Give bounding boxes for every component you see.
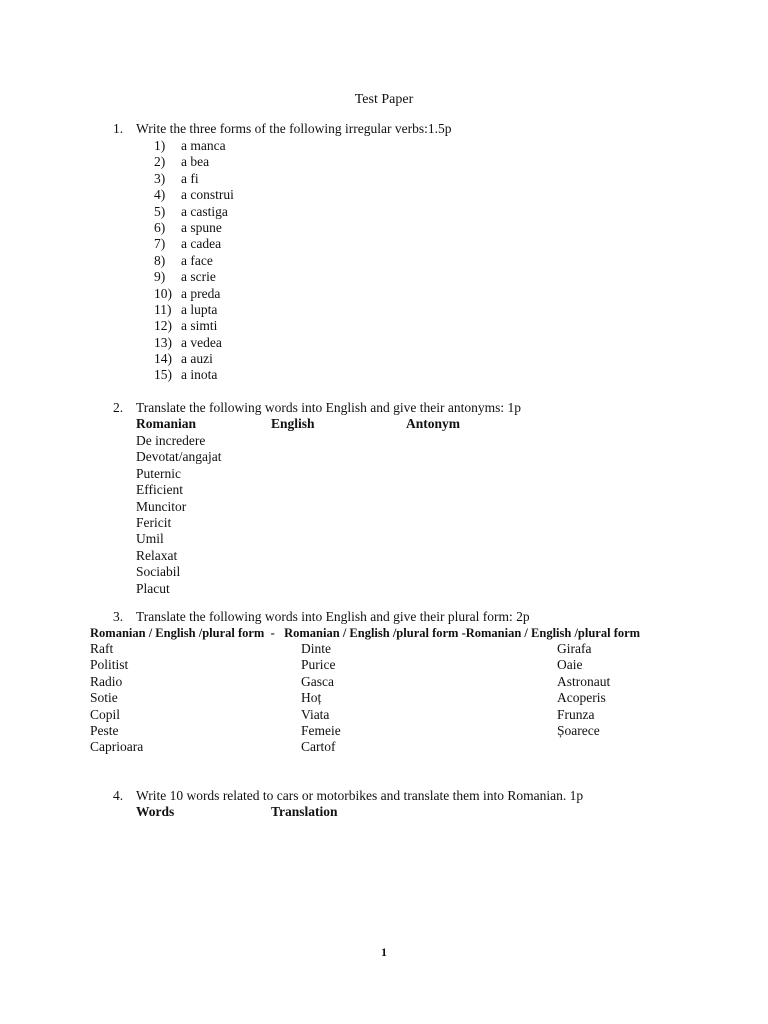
verb-number: 10) bbox=[154, 285, 172, 301]
verb-item bbox=[154, 318, 234, 334]
verb-item bbox=[154, 335, 234, 351]
word-item: Copil bbox=[90, 706, 121, 722]
verb-number: 11) bbox=[154, 301, 172, 317]
verb-text: a castiga bbox=[181, 203, 228, 219]
verb-item bbox=[154, 204, 234, 220]
word-item: Umil bbox=[136, 531, 164, 547]
page-title: Test Paper bbox=[354, 92, 414, 107]
q3-column-3 bbox=[557, 641, 610, 739]
verb-text: a manca bbox=[181, 138, 226, 153]
word-item: De incredere bbox=[136, 433, 206, 448]
word-item: Dinte bbox=[301, 641, 331, 656]
word-item: Oaie bbox=[557, 657, 583, 673]
word-item: Astronaut bbox=[557, 673, 611, 689]
word-item: Girafa bbox=[557, 641, 592, 656]
q1-verb-list bbox=[154, 138, 234, 384]
verb-number: 13) bbox=[154, 334, 172, 350]
q4-header-words: Words bbox=[136, 804, 175, 819]
verb-item bbox=[154, 302, 234, 318]
word-item: Muncitor bbox=[136, 498, 187, 514]
word-item: Femeie bbox=[301, 722, 341, 738]
verb-item bbox=[154, 171, 234, 187]
word-item: Viata bbox=[301, 706, 330, 722]
verb-item bbox=[154, 138, 234, 154]
word-item: Cartof bbox=[301, 739, 336, 755]
verb-item bbox=[154, 253, 234, 269]
word-item: Sotie bbox=[90, 690, 118, 706]
verb-text: a simti bbox=[181, 318, 218, 334]
verb-text: a face bbox=[181, 252, 213, 268]
verb-text: a spune bbox=[181, 219, 222, 235]
verb-number: 2) bbox=[154, 154, 166, 170]
q2-header-antonym: Antonym bbox=[406, 416, 461, 431]
word-item: Efficient bbox=[136, 482, 183, 498]
q2-number: 2. bbox=[113, 400, 124, 415]
word-item: Purice bbox=[301, 657, 336, 673]
word-item: Acoperis bbox=[557, 690, 606, 706]
verb-text: a scrie bbox=[181, 269, 216, 285]
word-item: Șoarece bbox=[557, 722, 600, 738]
q2-word-list bbox=[136, 433, 221, 597]
q4-number: 4. bbox=[113, 788, 124, 803]
word-item: Gasca bbox=[301, 673, 334, 689]
word-item: Hoț bbox=[301, 690, 322, 706]
verb-item bbox=[154, 286, 234, 302]
q3-number: 3. bbox=[113, 609, 124, 624]
verb-number: 1) bbox=[154, 138, 166, 153]
verb-number: 4) bbox=[154, 187, 166, 203]
word-item: Fericit bbox=[136, 514, 172, 530]
verb-number: 9) bbox=[154, 269, 166, 285]
verb-item bbox=[154, 367, 234, 383]
word-item: Relaxat bbox=[136, 547, 178, 563]
word-item: Placut bbox=[136, 580, 170, 596]
word-item: Politist bbox=[90, 657, 129, 673]
q4-text: Write 10 words related to cars or motorbikes and translate them into Romanian. 1p bbox=[136, 788, 584, 803]
q1-text: Write the three forms of the following irregular verbs:1.5p bbox=[136, 121, 452, 136]
q2-header-english: English bbox=[271, 416, 315, 431]
verb-text: a lupta bbox=[181, 301, 218, 317]
verb-number: 5) bbox=[154, 203, 166, 219]
verb-number: 7) bbox=[154, 236, 166, 252]
verb-text: a preda bbox=[181, 285, 221, 301]
verb-text: a vedea bbox=[181, 334, 222, 350]
verb-text: a construi bbox=[181, 187, 234, 203]
verb-number: 14) bbox=[154, 351, 172, 367]
word-item: Sociabil bbox=[136, 564, 181, 580]
q3-text: Translate the following words into English and give their plural form: 2p bbox=[136, 609, 530, 624]
word-item: Caprioara bbox=[90, 739, 144, 755]
q2-text: Translate the following words into English and give their antonyms: 1p bbox=[136, 400, 521, 415]
verb-text: a bea bbox=[181, 154, 210, 170]
word-item: Devotat/angajat bbox=[136, 449, 222, 465]
q1-number: 1. bbox=[113, 121, 124, 136]
verb-number: 3) bbox=[154, 170, 166, 186]
verb-text: a fi bbox=[181, 170, 199, 186]
verb-number: 15) bbox=[154, 367, 172, 383]
q4-header-translation: Translation bbox=[271, 804, 338, 819]
q2-header-romanian: Romanian bbox=[136, 416, 197, 431]
word-item: Radio bbox=[90, 673, 123, 689]
verb-number: 8) bbox=[154, 252, 166, 268]
verb-item bbox=[154, 154, 234, 170]
verb-number: 12) bbox=[154, 318, 172, 334]
q3-column-2 bbox=[301, 641, 341, 756]
word-item: Frunza bbox=[557, 706, 595, 722]
verb-item bbox=[154, 187, 234, 203]
verb-text: a cadea bbox=[181, 236, 222, 252]
word-item: Puternic bbox=[136, 465, 181, 481]
page-number: 1 bbox=[381, 945, 387, 959]
q3-column-1 bbox=[90, 641, 143, 756]
verb-text: a inota bbox=[181, 367, 218, 383]
verb-item bbox=[154, 351, 234, 367]
word-item: Peste bbox=[90, 722, 119, 738]
verb-item bbox=[154, 269, 234, 285]
q3-header: Romanian / English /plural form - Romanian / English /plural form -Romanian / English /plural form bbox=[90, 626, 641, 640]
verb-number: 6) bbox=[154, 219, 166, 235]
verb-item bbox=[154, 236, 234, 252]
word-item: Raft bbox=[90, 641, 114, 656]
verb-text: a auzi bbox=[181, 351, 213, 367]
verb-item bbox=[154, 220, 234, 236]
